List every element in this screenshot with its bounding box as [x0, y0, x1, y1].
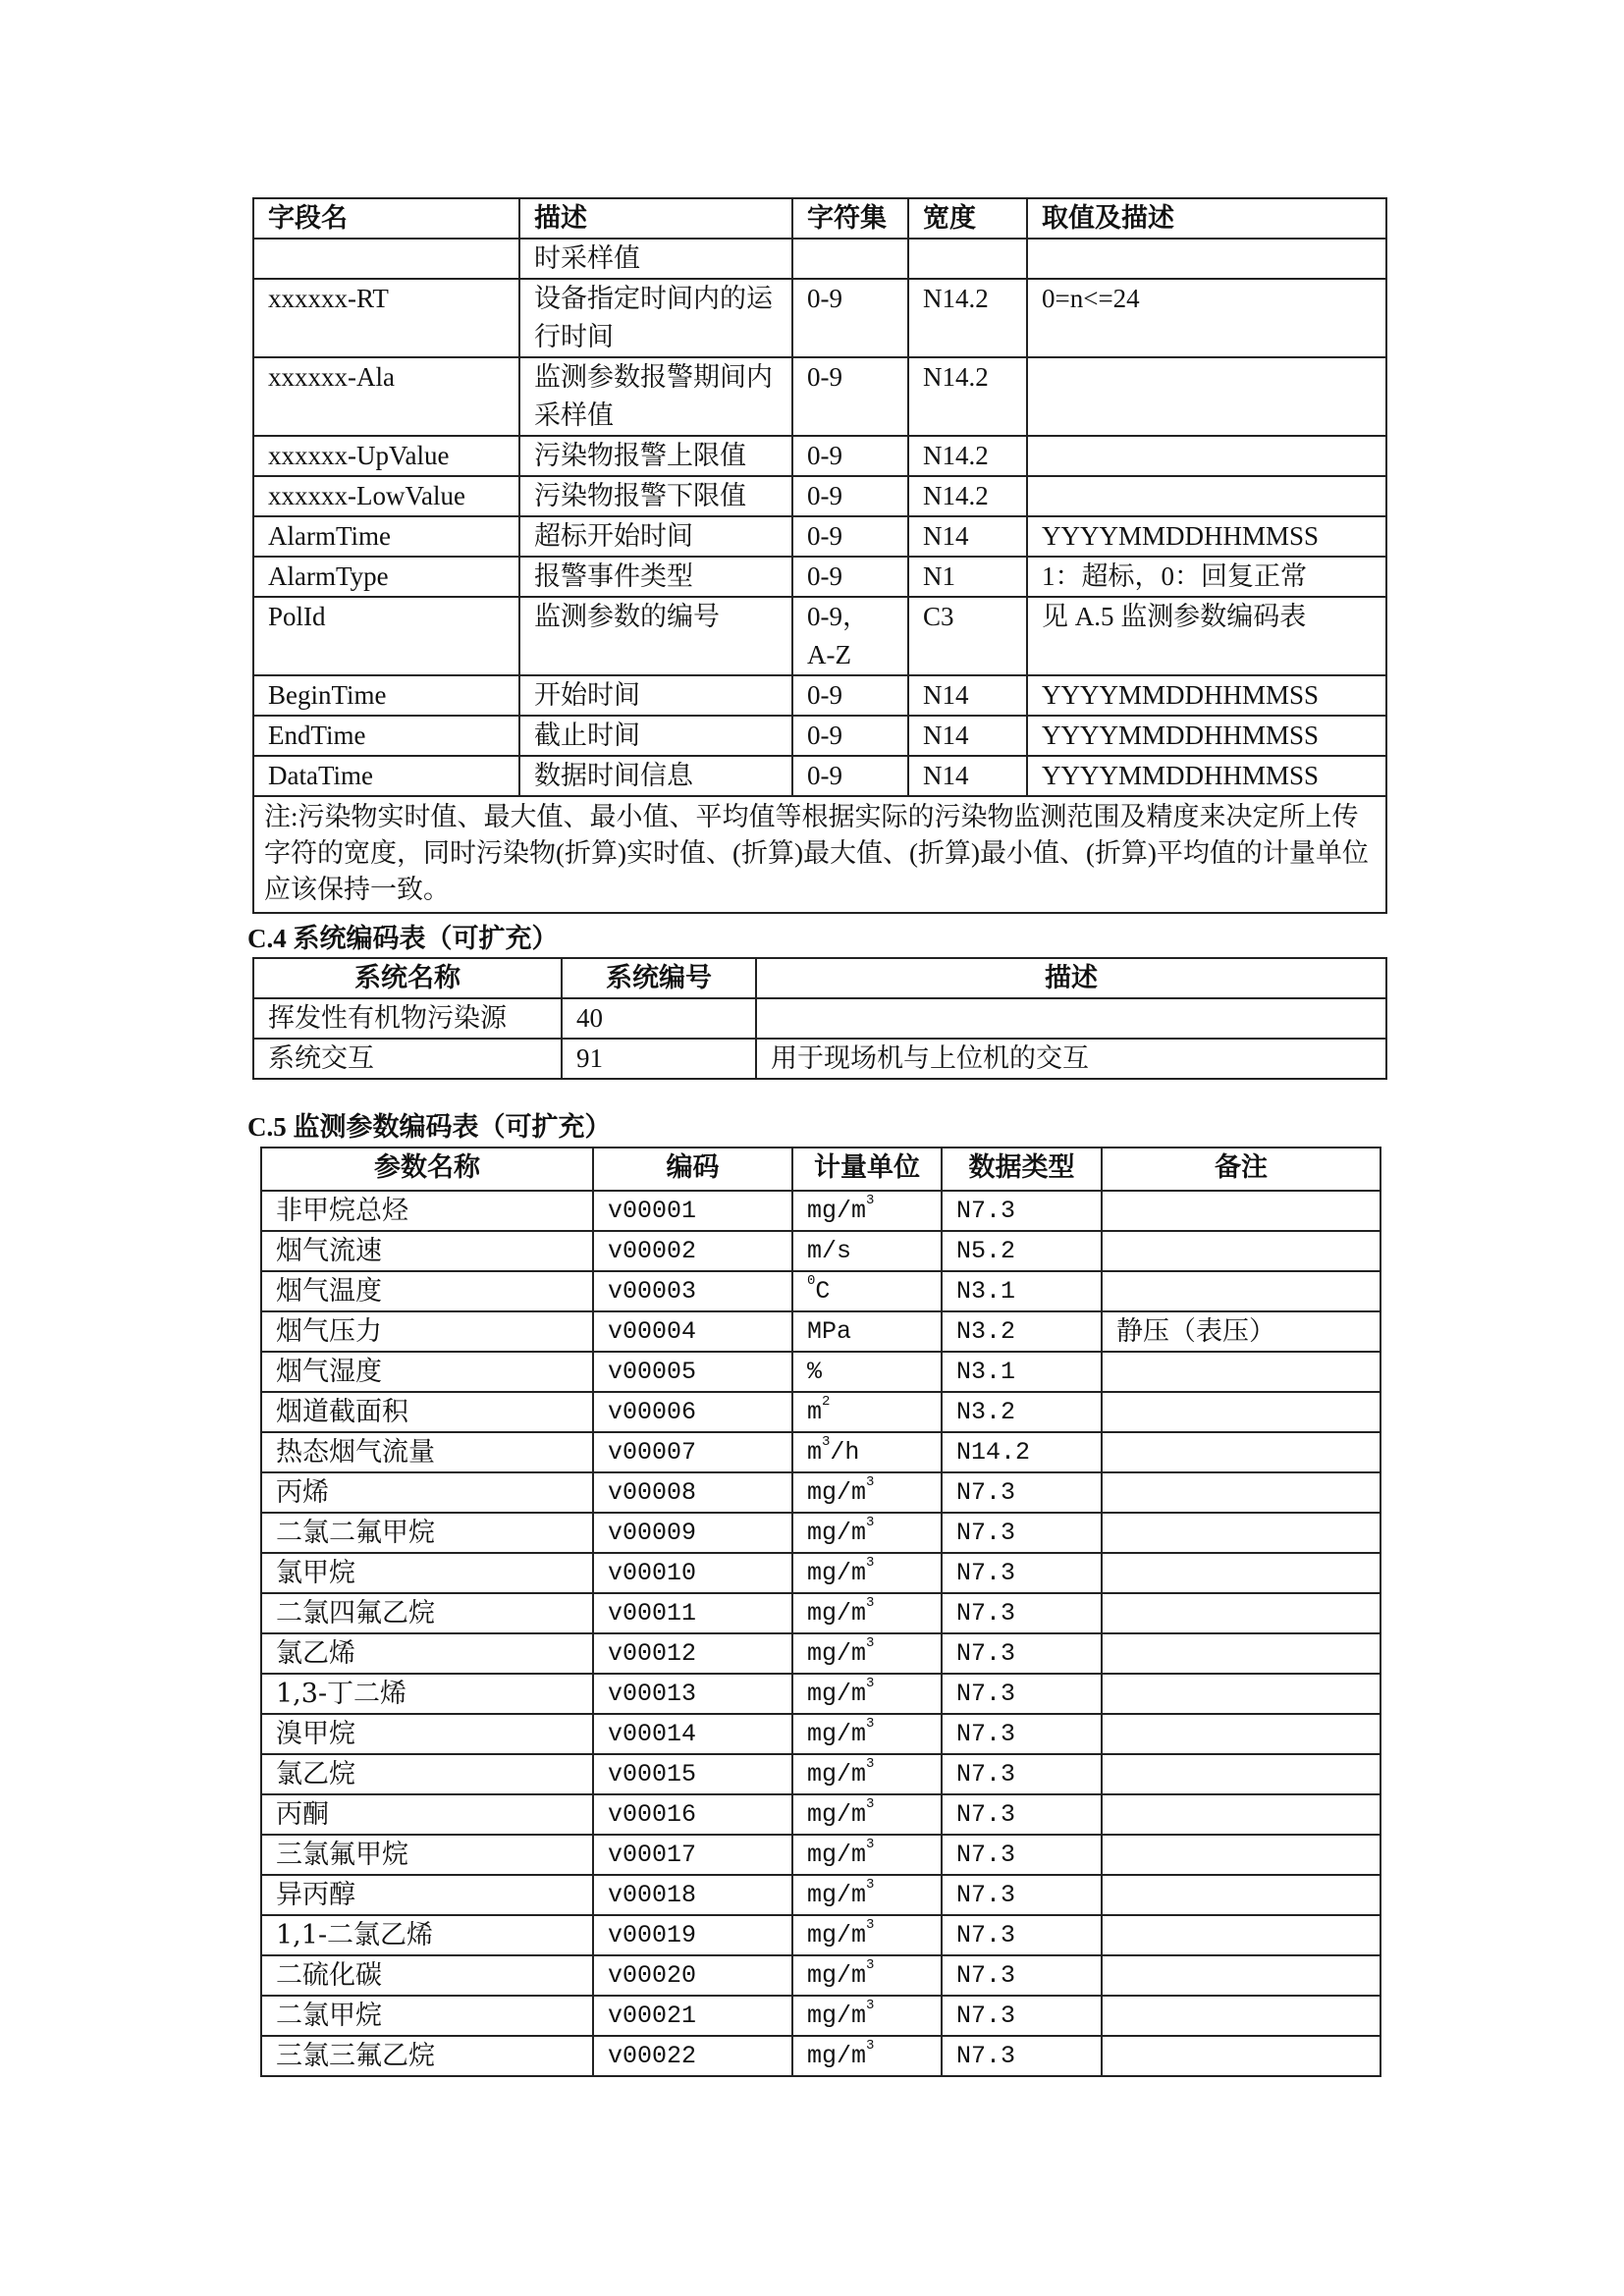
cell-value: YYYYMMDDHHMMSS [1027, 716, 1386, 756]
table-row [261, 1191, 1380, 1231]
cell-name: 非甲烷总烃 [261, 1191, 593, 1231]
cell-value: YYYYMMDDHHMMSS [1027, 516, 1386, 557]
cell-name: 1,1-二氯乙烯 [261, 1915, 593, 1955]
cell-note [1102, 1432, 1380, 1472]
table-row [261, 1271, 1380, 1311]
cell-desc: 污染物报警上限值 [519, 436, 792, 476]
cell-type: N7.3 [942, 1754, 1102, 1794]
cell-code: v00001 [593, 1191, 792, 1231]
column-header: 数据类型 [942, 1148, 1102, 1191]
cell-unit [792, 1513, 942, 1553]
unit-superscript: 3 [866, 1957, 875, 1973]
unit-text: MPa [807, 1317, 852, 1346]
unit-text: mg/m [807, 1800, 867, 1829]
table-row [261, 1955, 1380, 1996]
cell-name: 溴甲烷 [261, 1714, 593, 1754]
cell-unit [792, 1794, 942, 1835]
cell-unit [792, 1674, 942, 1714]
cell-code: v00008 [593, 1472, 792, 1513]
cell-value [1027, 476, 1386, 516]
cell-name: 三氯三氟乙烷 [261, 2036, 593, 2076]
unit-text: mg/m [807, 1197, 867, 1225]
table-row [261, 1674, 1380, 1714]
unit-superscript: 3 [866, 1515, 875, 1530]
unit-text: mg/m [807, 1881, 867, 1909]
cell-note [1102, 1633, 1380, 1674]
column-header: 描述 [756, 958, 1386, 998]
cell-width: N14.2 [908, 436, 1027, 476]
cell-code: v00018 [593, 1875, 792, 1915]
table-row [253, 239, 1386, 279]
cell-name: 挥发性有机物污染源 [253, 998, 562, 1039]
cell-unit [792, 1472, 942, 1513]
cell-desc: 截止时间 [519, 716, 792, 756]
cell-type: N7.3 [942, 1835, 1102, 1875]
cell-code: v00005 [593, 1352, 792, 1392]
cell-code: 91 [562, 1039, 756, 1079]
table-row [253, 557, 1386, 597]
cell-note [1102, 1714, 1380, 1754]
cell-field: xxxxxx-RT [253, 279, 519, 357]
unit-superscript: 3 [866, 1917, 875, 1933]
cell-unit [792, 1191, 942, 1231]
cell-note [1102, 1674, 1380, 1714]
cell-type: N7.3 [942, 1915, 1102, 1955]
cell-name: 二氯四氟乙烷 [261, 1593, 593, 1633]
cell-desc: 监测参数的编号 [519, 597, 792, 675]
cell-charset: 0-9 [792, 436, 908, 476]
cell-note [1102, 2036, 1380, 2076]
cell-charset: 0-9 [792, 476, 908, 516]
unit-text: mg/m [807, 1559, 867, 1587]
table-row [253, 1039, 1386, 1079]
cell-unit [792, 1754, 942, 1794]
cell-desc: 设备指定时间内的运行时间 [519, 279, 792, 357]
table-row [261, 1835, 1380, 1875]
unit-superscript: 2 [822, 1394, 831, 1410]
cell-desc: 数据时间信息 [519, 756, 792, 796]
cell-name: 烟气压力 [261, 1311, 593, 1352]
column-header: 取值及描述 [1027, 198, 1386, 239]
cell-code: v00015 [593, 1754, 792, 1794]
cell-name: 丙烯 [261, 1472, 593, 1513]
table-row [261, 1513, 1380, 1553]
cell-desc [756, 998, 1386, 1039]
cell-unit [792, 1875, 942, 1915]
cell-charset: 0-9 [792, 357, 908, 436]
table-row [261, 1633, 1380, 1674]
cell-value: YYYYMMDDHHMMSS [1027, 756, 1386, 796]
cell-desc: 时采样值 [519, 239, 792, 279]
cell-code: v00006 [593, 1392, 792, 1432]
unit-superscript: 3 [866, 1193, 875, 1208]
table-row [261, 1432, 1380, 1472]
cell-code: v00010 [593, 1553, 792, 1593]
cell-name: 系统交互 [253, 1039, 562, 1079]
table-row [261, 1472, 1380, 1513]
cell-note [1102, 1875, 1380, 1915]
cell-desc: 污染物报警下限值 [519, 476, 792, 516]
cell-type: N3.2 [942, 1392, 1102, 1432]
cell-name: 二氯二氟甲烷 [261, 1513, 593, 1553]
cell-name: 丙酮 [261, 1794, 593, 1835]
cell-width: N14 [908, 716, 1027, 756]
column-header: 宽度 [908, 198, 1027, 239]
unit-superscript: 3 [822, 1434, 831, 1450]
cell-name: 烟道截面积 [261, 1392, 593, 1432]
cell-code: v00016 [593, 1794, 792, 1835]
cell-charset: 0-9 [792, 557, 908, 597]
cell-charset: 0-9 [792, 516, 908, 557]
cell-unit [792, 1392, 942, 1432]
cell-field: EndTime [253, 716, 519, 756]
unit-text: mg/m [807, 1680, 867, 1708]
unit-text: m [807, 1398, 823, 1426]
cell-code: v00002 [593, 1231, 792, 1271]
cell-unit [792, 1835, 942, 1875]
table-row [253, 436, 1386, 476]
unit-text: mg/m [807, 1921, 867, 1949]
cell-code: v00017 [593, 1835, 792, 1875]
table-row [261, 1996, 1380, 2036]
cell-type: N3.1 [942, 1271, 1102, 1311]
cell-type: N7.3 [942, 1794, 1102, 1835]
cell-name: 1,3-丁二烯 [261, 1674, 593, 1714]
unit-superscript: 3 [866, 1474, 875, 1490]
cell-width: C3 [908, 597, 1027, 675]
cell-note [1102, 1191, 1380, 1231]
table-row [253, 998, 1386, 1039]
column-header: 字段名 [253, 198, 519, 239]
cell-charset: 0-9 [792, 716, 908, 756]
cell-desc: 开始时间 [519, 675, 792, 716]
unit-text: mg/m [807, 1720, 867, 1748]
cell-note [1102, 1754, 1380, 1794]
table-row [261, 1875, 1380, 1915]
column-header: 编码 [593, 1148, 792, 1191]
cell-note [1102, 1835, 1380, 1875]
unit-superscript: 3 [866, 2038, 875, 2054]
cell-field: DataTime [253, 756, 519, 796]
unit-superscript: 3 [866, 1716, 875, 1732]
cell-type: N7.3 [942, 1191, 1102, 1231]
cell-unit [792, 1633, 942, 1674]
cell-type: N3.1 [942, 1352, 1102, 1392]
cell-width: N14.2 [908, 279, 1027, 357]
unit-tail: /h [830, 1438, 860, 1467]
cell-value: 见 A.5 监测参数编码表 [1027, 597, 1386, 675]
column-header: 参数名称 [261, 1148, 593, 1191]
cell-name: 二硫化碳 [261, 1955, 593, 1996]
cell-charset: 0-9，A-Z [792, 597, 908, 675]
cell-type: N7.3 [942, 1955, 1102, 1996]
cell-width: N1 [908, 557, 1027, 597]
column-header: 字符集 [792, 198, 908, 239]
cell-value [1027, 436, 1386, 476]
table-row [253, 516, 1386, 557]
cell-note [1102, 1794, 1380, 1835]
table-row [253, 357, 1386, 436]
table-row [261, 1593, 1380, 1633]
table-row [261, 1231, 1380, 1271]
cell-unit [792, 2036, 942, 2076]
cell-note [1102, 1915, 1380, 1955]
cell-width: N14.2 [908, 357, 1027, 436]
cell-type: N14.2 [942, 1432, 1102, 1472]
section-heading-c4: C.4 系统编码表（可扩充） [247, 924, 559, 953]
cell-name: 二氯甲烷 [261, 1996, 593, 2036]
unit-superscript: 3 [866, 1796, 875, 1812]
table-row [253, 716, 1386, 756]
cell-charset: 0-9 [792, 279, 908, 357]
cell-field: AlarmType [253, 557, 519, 597]
cell-width: N14.2 [908, 476, 1027, 516]
unit-text: mg/m [807, 1961, 867, 1990]
cell-name: 氯甲烷 [261, 1553, 593, 1593]
table-row [253, 597, 1386, 675]
cell-code: v00020 [593, 1955, 792, 1996]
unit-superscript: 3 [866, 1756, 875, 1772]
cell-code: v00014 [593, 1714, 792, 1754]
unit-superscript: 3 [866, 1877, 875, 1893]
cell-code: v00022 [593, 2036, 792, 2076]
field-definition-table [252, 197, 1387, 914]
cell-note [1102, 1553, 1380, 1593]
cell-code: v00013 [593, 1674, 792, 1714]
cell-name: 三氯氟甲烷 [261, 1835, 593, 1875]
cell-field: xxxxxx-LowValue [253, 476, 519, 516]
cell-note: 静压（表压） [1102, 1311, 1380, 1352]
column-header: 系统编号 [562, 958, 756, 998]
cell-type: N7.3 [942, 1996, 1102, 2036]
unit-text: mg/m [807, 2042, 867, 2070]
cell-code: v00011 [593, 1593, 792, 1633]
table-row [261, 1392, 1380, 1432]
unit-text: C [815, 1277, 831, 1306]
cell-field [253, 239, 519, 279]
table-header-row [253, 198, 1386, 239]
cell-code: v00009 [593, 1513, 792, 1553]
table-header-row [261, 1148, 1380, 1191]
monitoring-parameter-table [260, 1147, 1381, 2077]
table-row [253, 279, 1386, 357]
cell-unit [792, 1955, 942, 1996]
cell-note [1102, 1352, 1380, 1392]
unit-text: mg/m [807, 1478, 867, 1507]
cell-desc: 报警事件类型 [519, 557, 792, 597]
unit-text: % [807, 1358, 823, 1386]
unit-superscript: 3 [866, 1555, 875, 1571]
system-code-table [252, 957, 1387, 1080]
cell-unit [792, 1311, 942, 1352]
cell-unit [792, 1593, 942, 1633]
table-note-row [253, 796, 1386, 913]
cell-name: 异丙醇 [261, 1875, 593, 1915]
cell-note [1102, 1513, 1380, 1553]
cell-name: 氯乙烯 [261, 1633, 593, 1674]
unit-text: m/s [807, 1237, 852, 1265]
cell-name: 热态烟气流量 [261, 1432, 593, 1472]
column-header: 备注 [1102, 1148, 1380, 1191]
column-header: 计量单位 [792, 1148, 942, 1191]
unit-text: mg/m [807, 1519, 867, 1547]
table-row [253, 675, 1386, 716]
cell-desc: 超标开始时间 [519, 516, 792, 557]
table-row [261, 1311, 1380, 1352]
table-row [261, 1754, 1380, 1794]
unit-superscript: 3 [866, 1676, 875, 1691]
cell-field: xxxxxx-UpValue [253, 436, 519, 476]
unit-text: m [807, 1438, 823, 1467]
cell-name: 烟气温度 [261, 1271, 593, 1311]
unit-superscript: 3 [866, 1998, 875, 2013]
cell-note [1102, 1996, 1380, 2036]
cell-code: v00012 [593, 1633, 792, 1674]
cell-note [1102, 1231, 1380, 1271]
cell-type: N7.3 [942, 1593, 1102, 1633]
cell-code: 40 [562, 998, 756, 1039]
unit-text: mg/m [807, 1639, 867, 1668]
cell-type: N7.3 [942, 1875, 1102, 1915]
cell-note [1102, 1955, 1380, 1996]
unit-superscript: 0 [807, 1273, 816, 1289]
cell-type: N7.3 [942, 1714, 1102, 1754]
cell-charset [792, 239, 908, 279]
cell-type: N7.3 [942, 1553, 1102, 1593]
cell-width: N14 [908, 756, 1027, 796]
cell-unit [792, 1553, 942, 1593]
cell-type: N5.2 [942, 1231, 1102, 1271]
column-header: 系统名称 [253, 958, 562, 998]
unit-text: mg/m [807, 1599, 867, 1628]
cell-name: 烟气流速 [261, 1231, 593, 1271]
cell-type: N7.3 [942, 2036, 1102, 2076]
cell-desc: 监测参数报警期间内采样值 [519, 357, 792, 436]
cell-name: 烟气湿度 [261, 1352, 593, 1392]
cell-note [1102, 1271, 1380, 1311]
table-header-row [253, 958, 1386, 998]
cell-field: AlarmTime [253, 516, 519, 557]
table-row [261, 1714, 1380, 1754]
cell-type: N7.3 [942, 1633, 1102, 1674]
table-row [253, 756, 1386, 796]
cell-type: N7.3 [942, 1674, 1102, 1714]
cell-field: BeginTime [253, 675, 519, 716]
cell-code: v00007 [593, 1432, 792, 1472]
column-header: 描述 [519, 198, 792, 239]
unit-text: mg/m [807, 1760, 867, 1789]
cell-value [1027, 239, 1386, 279]
table-row [253, 476, 1386, 516]
cell-desc: 用于现场机与上位机的交互 [756, 1039, 1386, 1079]
cell-name: 氯乙烷 [261, 1754, 593, 1794]
cell-unit [792, 1432, 942, 1472]
cell-charset: 0-9 [792, 675, 908, 716]
cell-type: N7.3 [942, 1513, 1102, 1553]
cell-note [1102, 1593, 1380, 1633]
cell-value: 1：超标，0：回复正常 [1027, 557, 1386, 597]
cell-note [1102, 1472, 1380, 1513]
cell-code: v00021 [593, 1996, 792, 2036]
unit-text: mg/m [807, 2002, 867, 2030]
cell-value: 0=n<=24 [1027, 279, 1386, 357]
table-row [261, 2036, 1380, 2076]
table-note: 注:污染物实时值、最大值、最小值、平均值等根据实际的污染物监测范围及精度来决定所上传字符的宽度，同时污染物(折算)实时值、(折算)最大值、(折算)最小值、(折算)平均值的计量单位应该保持一致。 [253, 796, 1386, 913]
unit-text: mg/m [807, 1841, 867, 1869]
cell-width: N14 [908, 675, 1027, 716]
table-row [261, 1794, 1380, 1835]
cell-unit [792, 1231, 942, 1271]
unit-superscript: 3 [866, 1595, 875, 1611]
cell-value [1027, 357, 1386, 436]
table-row [261, 1352, 1380, 1392]
cell-field: PolId [253, 597, 519, 675]
cell-width [908, 239, 1027, 279]
cell-code: v00003 [593, 1271, 792, 1311]
unit-superscript: 3 [866, 1635, 875, 1651]
cell-unit [792, 1271, 942, 1311]
cell-unit [792, 1714, 942, 1754]
unit-superscript: 3 [866, 1837, 875, 1852]
table-row [261, 1915, 1380, 1955]
cell-charset: 0-9 [792, 756, 908, 796]
cell-code: v00019 [593, 1915, 792, 1955]
cell-note [1102, 1392, 1380, 1432]
cell-unit [792, 1996, 942, 2036]
cell-unit [792, 1915, 942, 1955]
cell-unit [792, 1352, 942, 1392]
cell-type: N3.2 [942, 1311, 1102, 1352]
cell-code: v00004 [593, 1311, 792, 1352]
cell-width: N14 [908, 516, 1027, 557]
cell-value: YYYYMMDDHHMMSS [1027, 675, 1386, 716]
cell-type: N7.3 [942, 1472, 1102, 1513]
cell-field: xxxxxx-Ala [253, 357, 519, 436]
table-row [261, 1553, 1380, 1593]
section-heading-c5: C.5 监测参数编码表（可扩充） [247, 1112, 612, 1142]
